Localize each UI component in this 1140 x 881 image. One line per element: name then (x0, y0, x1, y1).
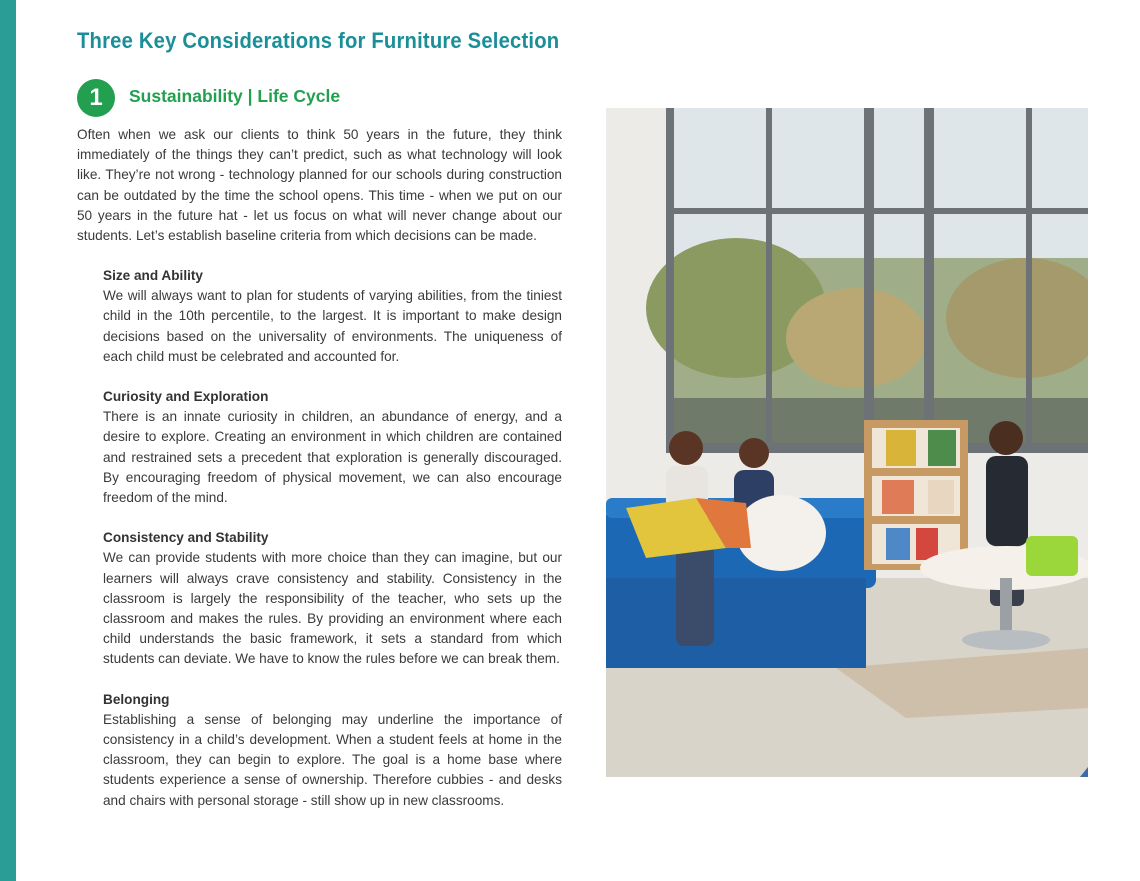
subsection-heading: Size and Ability (103, 268, 203, 283)
subsection-heading: Belonging (103, 691, 170, 707)
subsection-body: We can provide students with more choice than they can imagine, but our learners will always crave consistency and stability. Consistency in the classroom is largely the responsibility of the teacher, who sets up the classroom and makes the rules. By providing an environment where each child understands the basic framework, it sets a standard from which students can deviate. We have to know the rules before we can break them. (103, 550, 562, 667)
section-number-badge: 1 (77, 79, 115, 117)
subsection-belonging (103, 690, 562, 811)
classroom-photo (606, 108, 1088, 777)
subsection-body: There is an innate curiosity in children, an abundance of energy, and a desire to explore. Creating an environment in which children are contained and restrained sets a precedent that exploration is generally discouraged. By encouraging freedom of physical movement, we can also encourage freedom of the mind. (103, 409, 562, 506)
subsection-heading: Curiosity and Exploration (103, 389, 269, 405)
subsection-heading: Consistency and Stability (103, 530, 269, 546)
subsection-body: We will always want to plan for students of varying abilities, from the tiniest child in the 10th percentile, to the largest. It is important to make design decisions based on the universality of environments. The uniqueness of each child must be celebrated and accounted for. (103, 288, 562, 364)
subsection-size-ability (103, 266, 562, 367)
section-title: Sustainability | Life Cycle (129, 86, 341, 106)
subsection-body: Establishing a sense of belonging may underline the importance of consistency in a child’s development. When a student feels at home in the classroom, they can begin to explore. The goal is a home base where students experience a sense of ownership. Therefore cubbies - and desks and chairs with personal storage - still show up in new classrooms. (103, 711, 562, 808)
subsection-curiosity-exploration (103, 387, 562, 508)
accent-bar (0, 0, 16, 881)
subsections (103, 266, 562, 831)
subsection-consistency-stability (103, 528, 562, 669)
intro-paragraph: Often when we ask our clients to think 50 years in the future, they think immediately of the things they can’t predict, such as what technology will look like. They’re not wrong - technology planned for our schools during construction can be outdated by the time the school opens. This time - when we put on our 50 years in the future hat - let us focus on what will never change about our students. Let’s establish baseline criteria from which decisions can be made. (77, 127, 562, 244)
page-title: Three Key Considerations for Furniture Selection (77, 28, 560, 53)
